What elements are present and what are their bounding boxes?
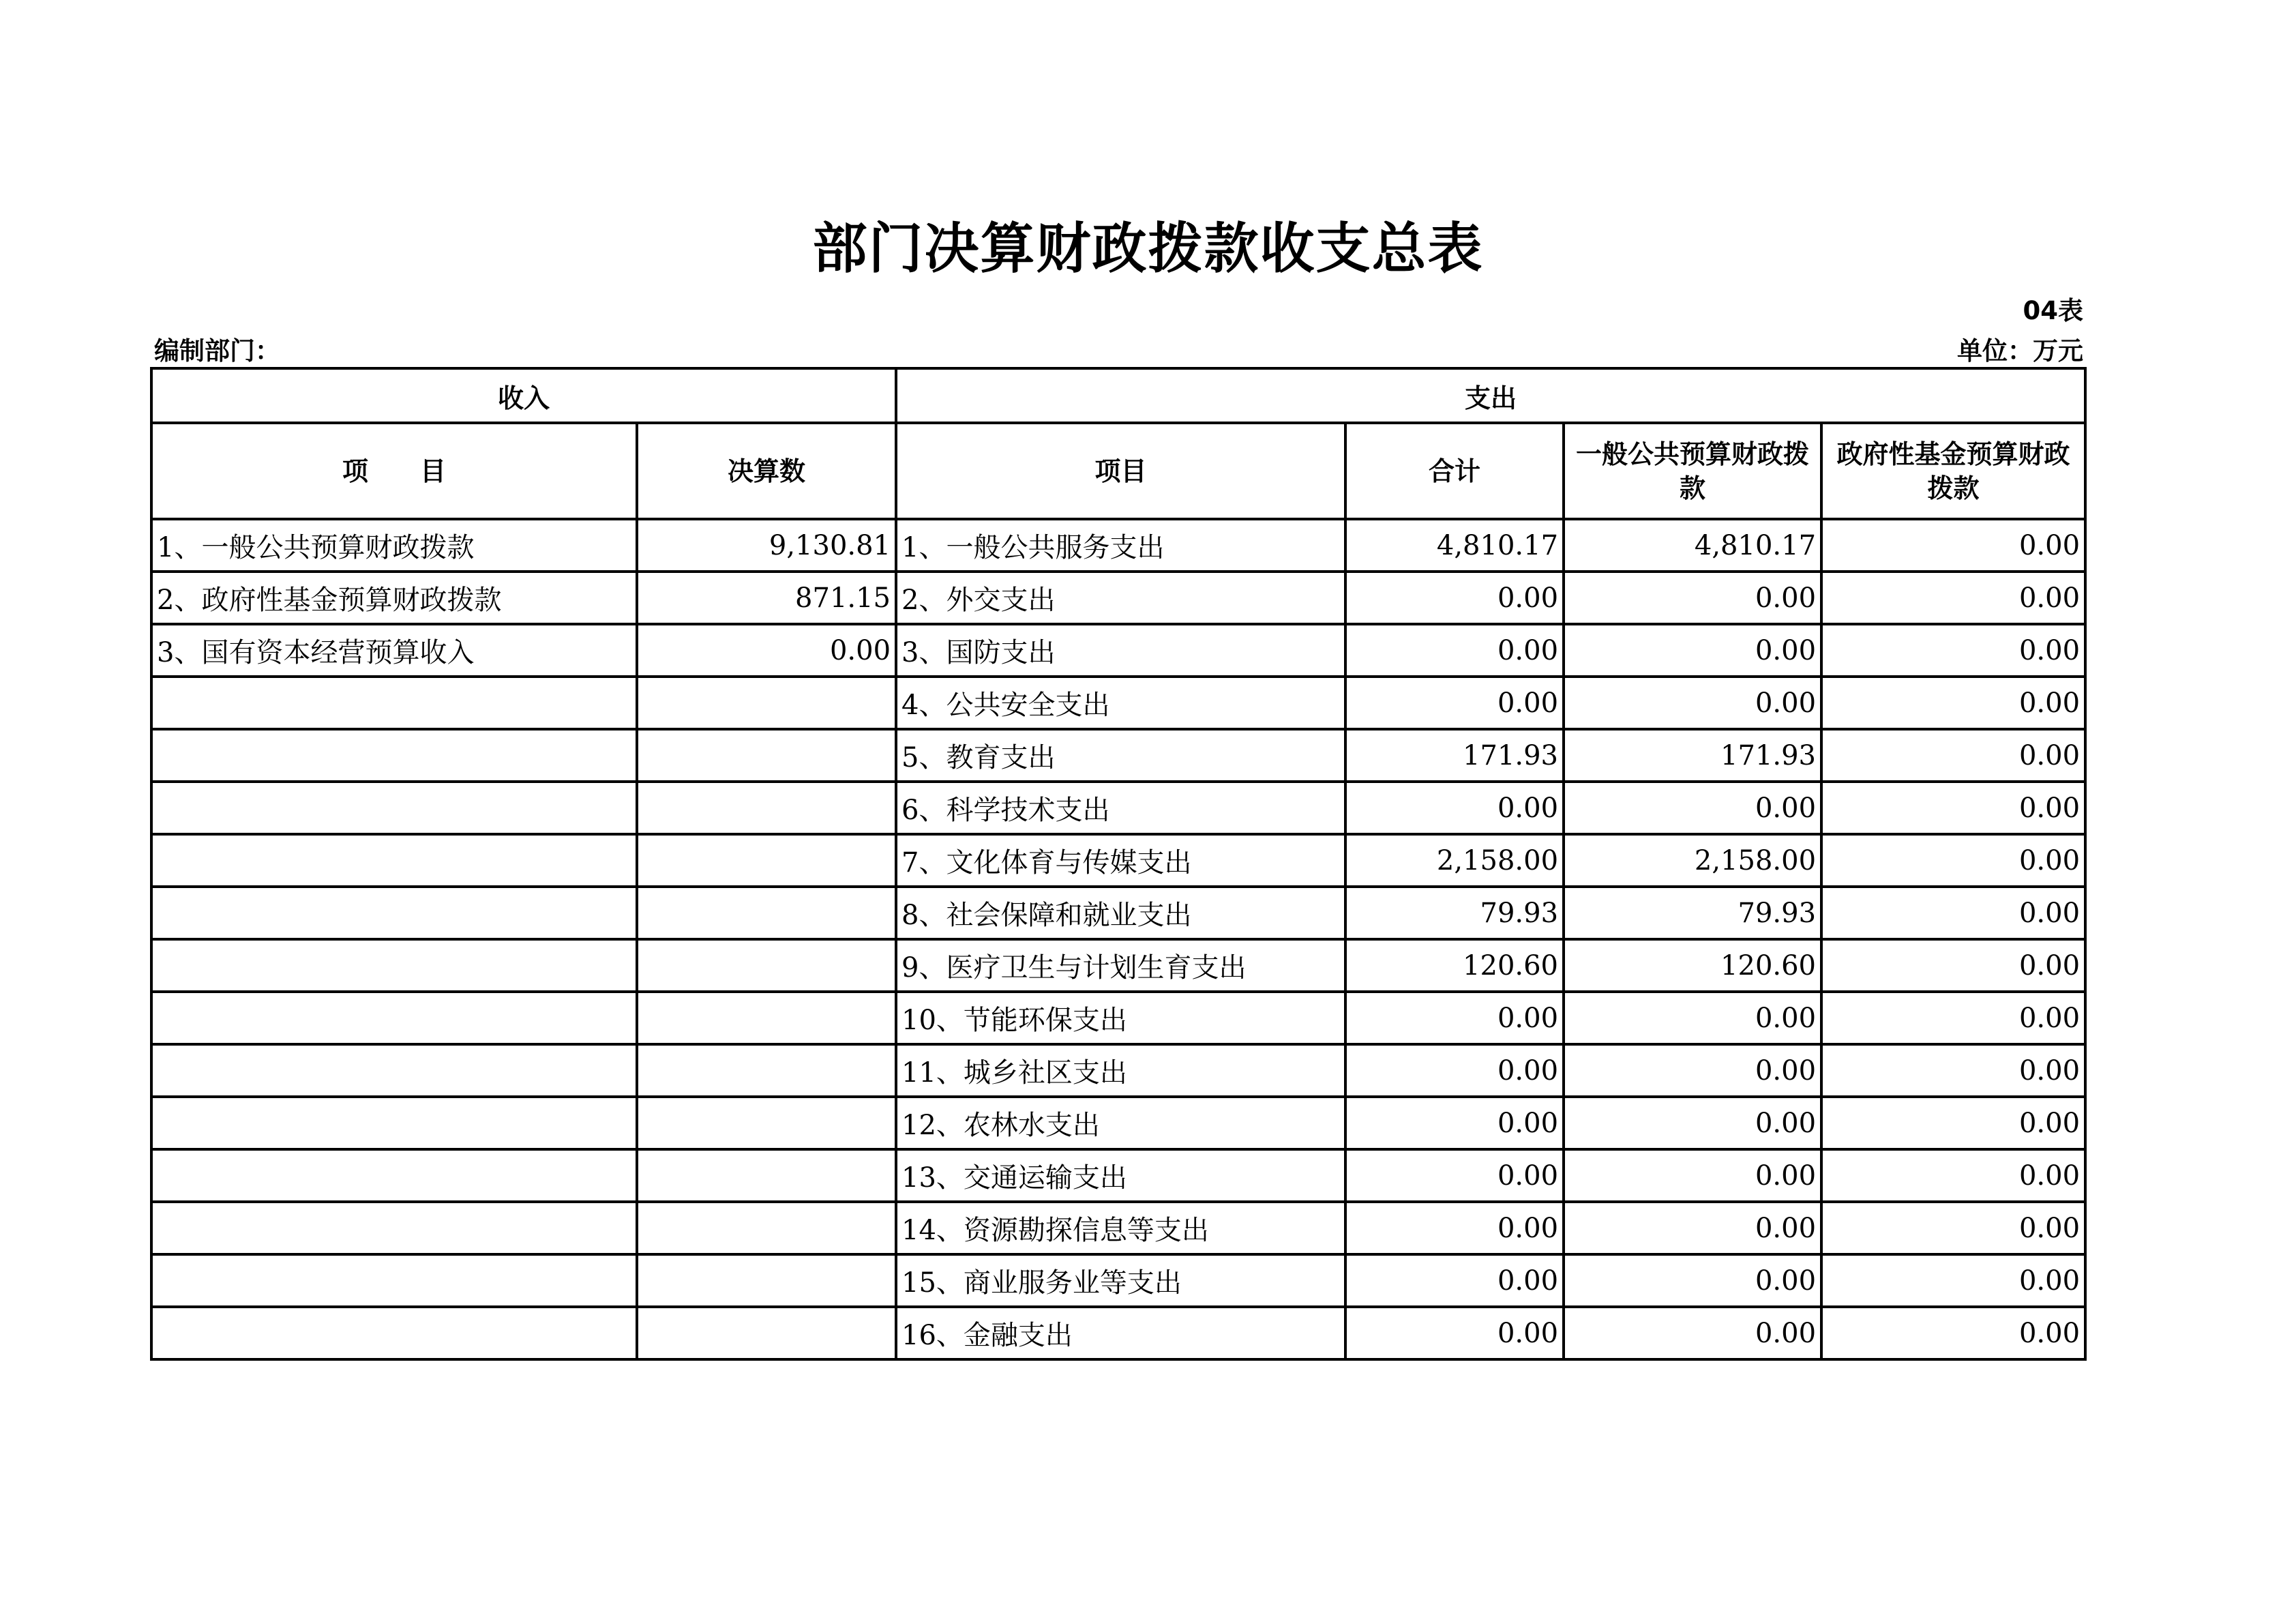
unit-label: 单位：万元: [1957, 336, 2083, 366]
expense-total-cell: 0.00: [1345, 1307, 1564, 1359]
expense-item-cell: 4、公共安全支出: [896, 677, 1345, 729]
table-row: [151, 1044, 2085, 1097]
table-row: [151, 729, 2085, 782]
expense-item-cell: 7、文化体育与传媒支出: [896, 834, 1345, 887]
income-amount-cell: [637, 992, 896, 1044]
expense-general-budget-cell: 0.00: [1564, 1149, 1821, 1202]
income-item-cell: [151, 1149, 637, 1202]
expense-item-cell: 1、一般公共服务支出: [896, 519, 1345, 572]
expense-fund-budget-cell: 0.00: [1821, 992, 2085, 1044]
expense-fund-budget-cell: 0.00: [1821, 1254, 2085, 1307]
expense-general-budget-cell: 0.00: [1564, 1254, 1821, 1307]
group-header-row: [151, 368, 2085, 423]
income-item-cell: [151, 887, 637, 939]
expense-general-budget-header: 一般公共预算财政拨款: [1564, 423, 1821, 519]
table-row: [151, 992, 2085, 1044]
expense-total-cell: 171.93: [1345, 729, 1564, 782]
income-item-cell: [151, 1044, 637, 1097]
expense-total-cell: 0.00: [1345, 1254, 1564, 1307]
expense-item-cell: 8、社会保障和就业支出: [896, 887, 1345, 939]
expense-fund-budget-cell: 0.00: [1821, 1202, 2085, 1254]
income-item-cell: [151, 729, 637, 782]
expense-general-budget-cell: 0.00: [1564, 1044, 1821, 1097]
income-item-cell: [151, 782, 637, 834]
table-row: [151, 519, 2085, 572]
income-group-header: 收入: [151, 368, 896, 423]
expense-fund-budget-cell: 0.00: [1821, 519, 2085, 572]
expense-item-cell: 14、资源勘探信息等支出: [896, 1202, 1345, 1254]
expense-item-cell: 11、城乡社区支出: [896, 1044, 1345, 1097]
income-amount-cell: [637, 1149, 896, 1202]
income-item-header: 项 目: [151, 423, 637, 519]
expense-fund-budget-cell: 0.00: [1821, 729, 2085, 782]
table-row: [151, 939, 2085, 992]
expense-item-cell: 13、交通运输支出: [896, 1149, 1345, 1202]
table-row: [151, 1097, 2085, 1149]
expense-total-cell: 0.00: [1345, 1149, 1564, 1202]
table-row: [151, 1307, 2085, 1359]
expense-item-cell: 3、国防支出: [896, 624, 1345, 677]
income-amount-cell: [637, 729, 896, 782]
expense-total-cell: 0.00: [1345, 1202, 1564, 1254]
expense-total-header: 合计: [1345, 423, 1564, 519]
expense-total-cell: 0.00: [1345, 1097, 1564, 1149]
expense-total-cell: 0.00: [1345, 677, 1564, 729]
expense-fund-budget-cell: 0.00: [1821, 624, 2085, 677]
revenue-expenditure-table: [150, 367, 2087, 1361]
income-amount-header: 决算数: [637, 423, 896, 519]
expense-total-cell: 0.00: [1345, 624, 1564, 677]
expense-item-cell: 2、外交支出: [896, 572, 1345, 624]
income-item-cell: [151, 834, 637, 887]
expense-general-budget-cell: 2,158.00: [1564, 834, 1821, 887]
expense-total-cell: 0.00: [1345, 1044, 1564, 1097]
table-row: [151, 624, 2085, 677]
expense-fund-budget-cell: 0.00: [1821, 1149, 2085, 1202]
expense-total-cell: 4,810.17: [1345, 519, 1564, 572]
table-row: [151, 1202, 2085, 1254]
expense-total-cell: 79.93: [1345, 887, 1564, 939]
page-title: 部门决算财政拨款收支总表: [812, 217, 1484, 280]
income-amount-cell: [637, 1097, 896, 1149]
expense-general-budget-cell: 0.00: [1564, 1097, 1821, 1149]
income-item-cell: [151, 939, 637, 992]
compiling-department-label: 编制部门：: [154, 336, 280, 366]
income-amount-cell: 871.15: [637, 572, 896, 624]
income-item-cell: 2、政府性基金预算财政拨款: [151, 572, 637, 624]
expense-total-cell: 0.00: [1345, 992, 1564, 1044]
table-row: [151, 677, 2085, 729]
expense-item-cell: 12、农林水支出: [896, 1097, 1345, 1149]
expense-general-budget-cell: 0.00: [1564, 572, 1821, 624]
income-item-cell: [151, 992, 637, 1044]
income-amount-cell: [637, 782, 896, 834]
table-row: [151, 782, 2085, 834]
expense-fund-budget-cell: 0.00: [1821, 1097, 2085, 1149]
table-row: [151, 887, 2085, 939]
income-amount-cell: 0.00: [637, 624, 896, 677]
income-item-cell: [151, 1097, 637, 1149]
table-row: [151, 1254, 2085, 1307]
expense-general-budget-cell: 0.00: [1564, 1307, 1821, 1359]
expense-general-budget-cell: 0.00: [1564, 677, 1821, 729]
income-item-cell: [151, 1202, 637, 1254]
expense-fund-budget-header: 政府性基金预算财政拨款: [1821, 423, 2085, 519]
income-item-cell: 3、国有资本经营预算收入: [151, 624, 637, 677]
expense-item-cell: 5、教育支出: [896, 729, 1345, 782]
expense-fund-budget-cell: 0.00: [1821, 1307, 2085, 1359]
expense-group-header: 支出: [896, 368, 2085, 423]
expense-general-budget-cell: 0.00: [1564, 1202, 1821, 1254]
expense-total-cell: 0.00: [1345, 572, 1564, 624]
income-amount-cell: 9,130.81: [637, 519, 896, 572]
expense-fund-budget-cell: 0.00: [1821, 677, 2085, 729]
income-amount-cell: [637, 1044, 896, 1097]
expense-general-budget-cell: 4,810.17: [1564, 519, 1821, 572]
expense-fund-budget-cell: 0.00: [1821, 572, 2085, 624]
table-row: [151, 834, 2085, 887]
expense-item-cell: 10、节能环保支出: [896, 992, 1345, 1044]
income-item-cell: [151, 677, 637, 729]
expense-general-budget-cell: 0.00: [1564, 992, 1821, 1044]
income-amount-cell: [637, 1202, 896, 1254]
expense-item-cell: 15、商业服务业等支出: [896, 1254, 1345, 1307]
income-amount-cell: [637, 677, 896, 729]
expense-general-budget-cell: 79.93: [1564, 887, 1821, 939]
expense-fund-budget-cell: 0.00: [1821, 1044, 2085, 1097]
expense-fund-budget-cell: 0.00: [1821, 782, 2085, 834]
expense-total-cell: 120.60: [1345, 939, 1564, 992]
expense-item-cell: 6、科学技术支出: [896, 782, 1345, 834]
expense-general-budget-cell: 171.93: [1564, 729, 1821, 782]
expense-fund-budget-cell: 0.00: [1821, 939, 2085, 992]
expense-total-cell: 2,158.00: [1345, 834, 1564, 887]
expense-general-budget-cell: 0.00: [1564, 624, 1821, 677]
expense-general-budget-cell: 120.60: [1564, 939, 1821, 992]
income-item-cell: [151, 1307, 637, 1359]
income-item-cell: [151, 1254, 637, 1307]
income-amount-cell: [637, 1307, 896, 1359]
expense-item-cell: 16、金融支出: [896, 1307, 1345, 1359]
expense-item-cell: 9、医疗卫生与计划生育支出: [896, 939, 1345, 992]
expense-general-budget-cell: 0.00: [1564, 782, 1821, 834]
expense-fund-budget-cell: 0.00: [1821, 887, 2085, 939]
expense-fund-budget-cell: 0.00: [1821, 834, 2085, 887]
income-item-cell: 1、一般公共预算财政拨款: [151, 519, 637, 572]
income-amount-cell: [637, 939, 896, 992]
income-amount-cell: [637, 887, 896, 939]
table-row: [151, 1149, 2085, 1202]
column-header-row: [151, 423, 2085, 519]
expense-item-header: 项目: [896, 423, 1345, 519]
expense-total-cell: 0.00: [1345, 782, 1564, 834]
income-amount-cell: [637, 1254, 896, 1307]
income-amount-cell: [637, 834, 896, 887]
table-row: [151, 572, 2085, 624]
form-number: 04表: [2023, 296, 2083, 325]
